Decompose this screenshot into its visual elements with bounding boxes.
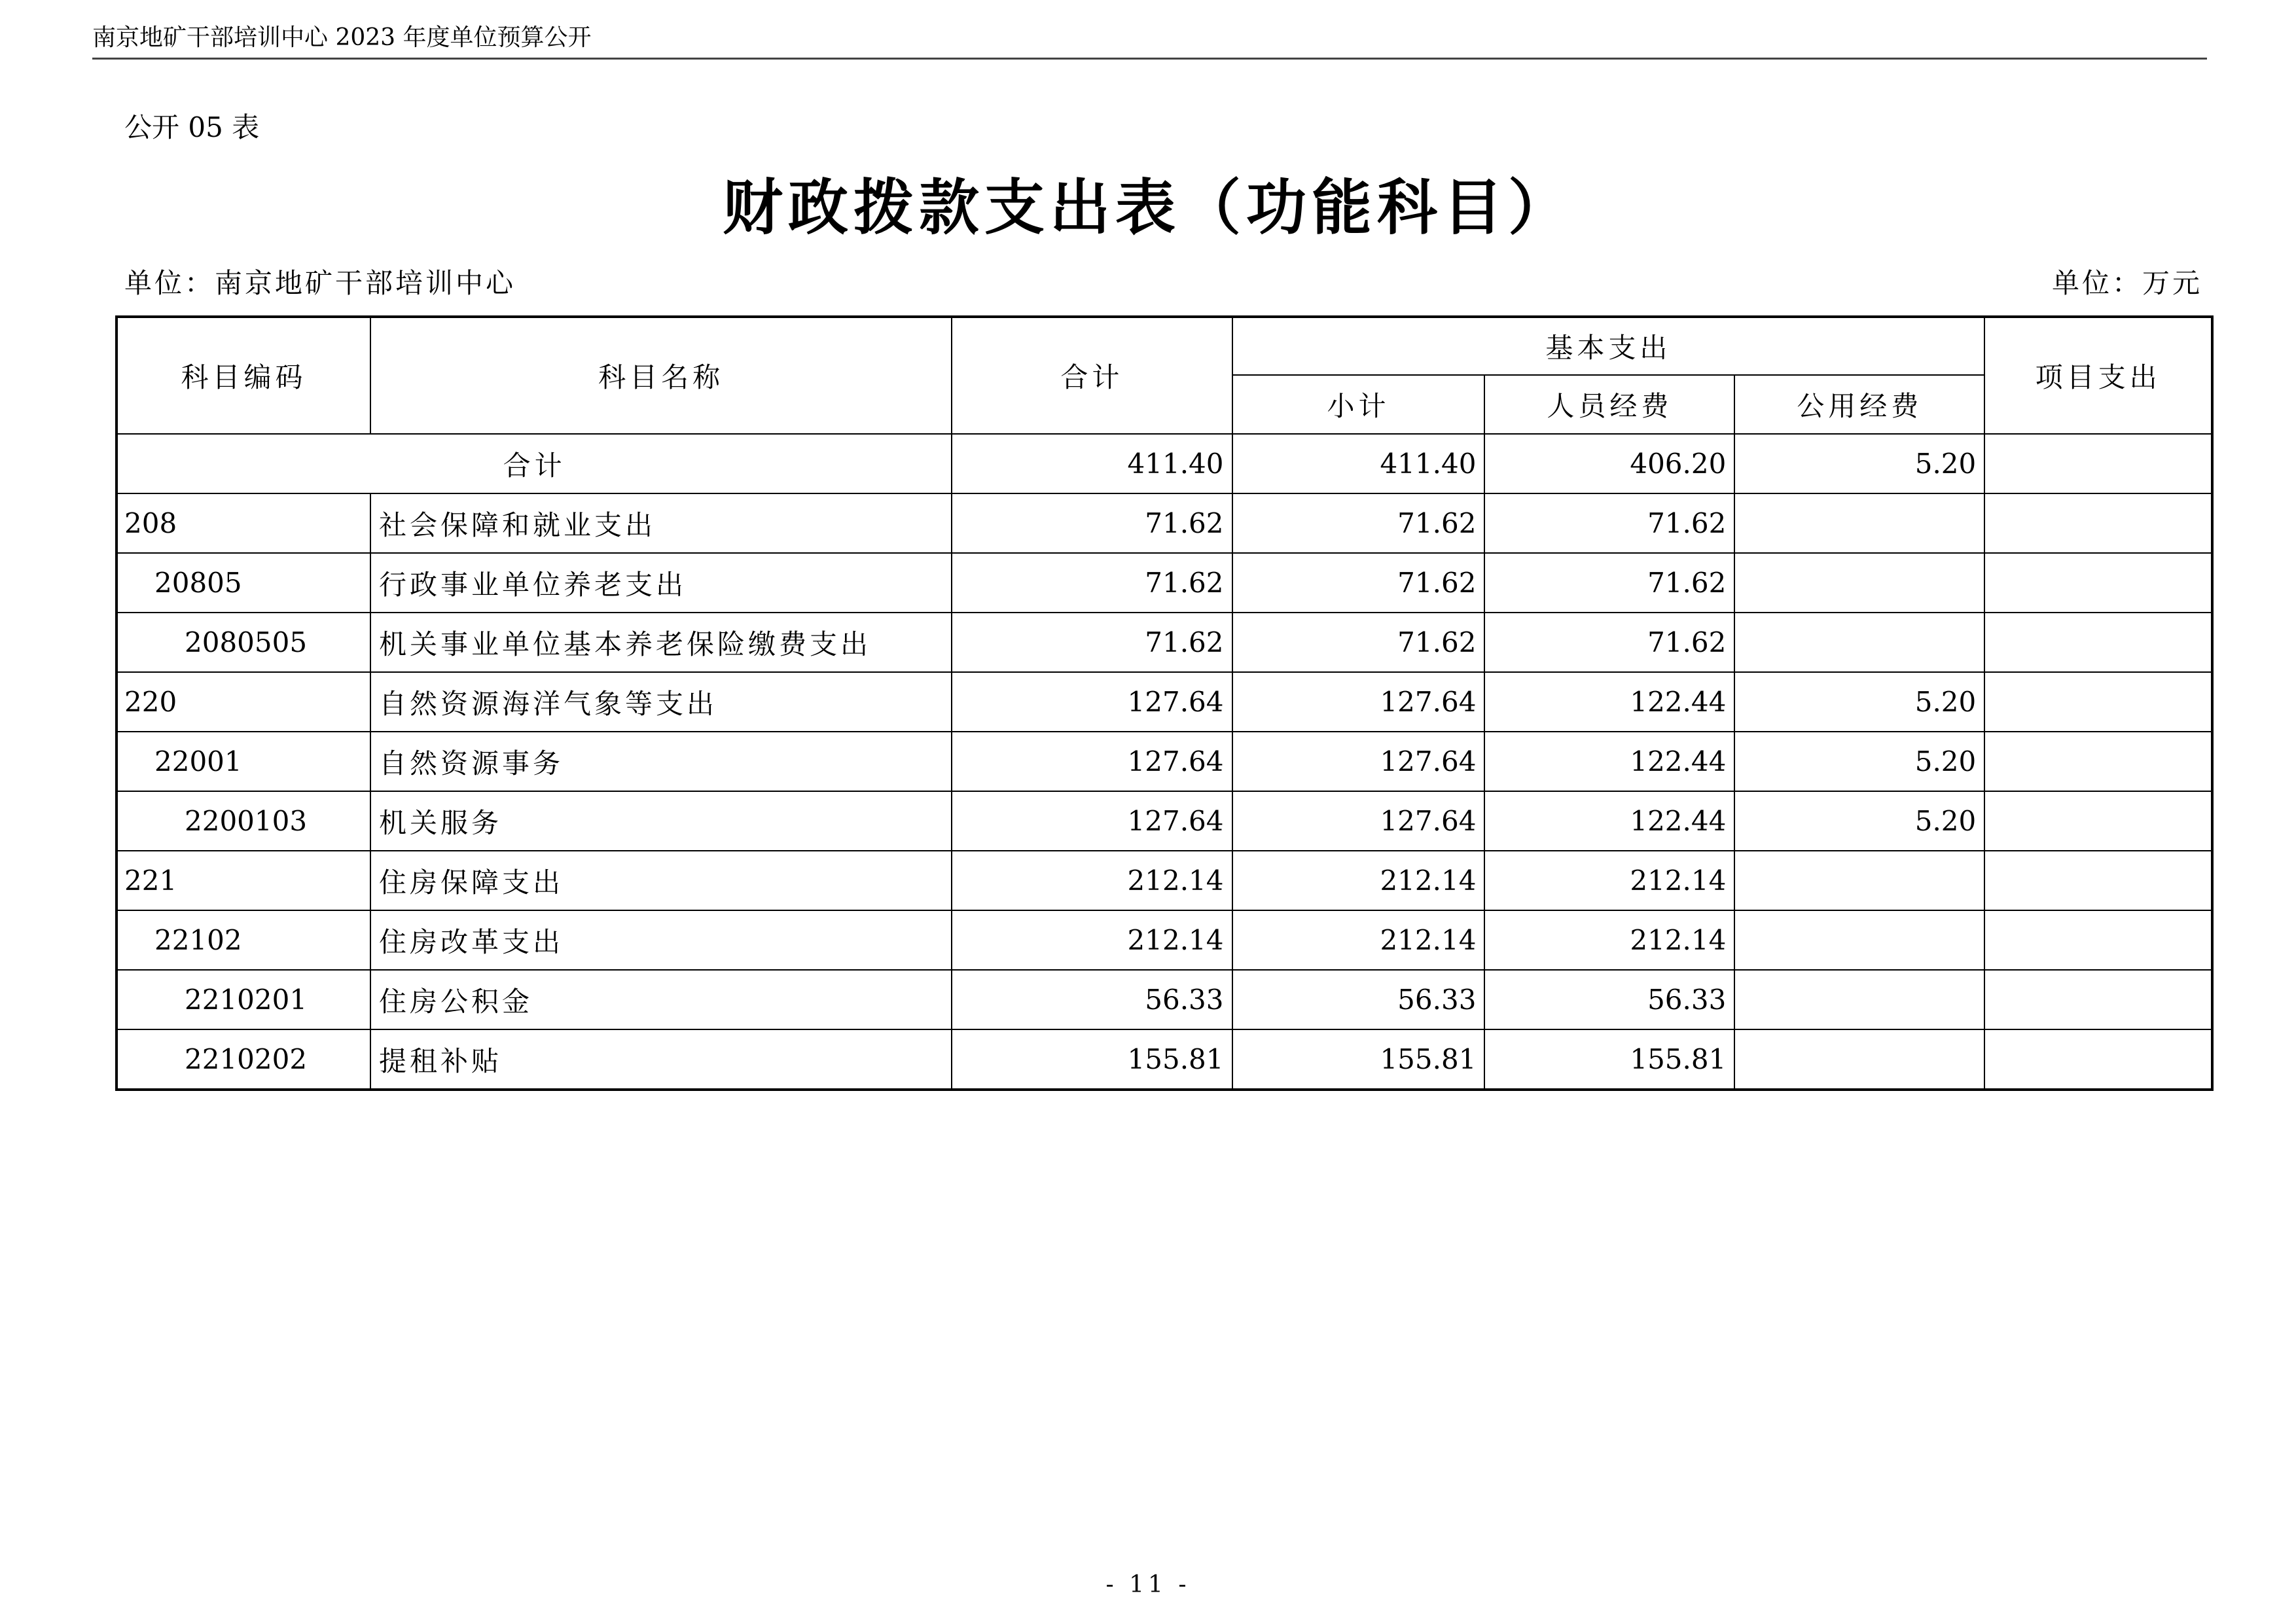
- cell-subtotal: 71.62: [1232, 493, 1485, 553]
- cell-project: [1984, 613, 2212, 672]
- table-number: 公开 05 表: [124, 111, 260, 143]
- table-row: [117, 732, 2212, 791]
- cell-name: 提租补贴: [370, 1029, 952, 1090]
- cell-total: 212.14: [952, 910, 1232, 970]
- cell-personnel: 212.14: [1484, 910, 1734, 970]
- total-cell-subtotal: 411.40: [1232, 434, 1485, 493]
- total-cell-project: [1984, 434, 2212, 493]
- cell-public: [1734, 613, 1984, 672]
- cell-personnel: 56.33: [1484, 970, 1734, 1029]
- cell-code: 220: [117, 672, 370, 732]
- total-cell-total: 411.40: [952, 434, 1232, 493]
- cell-code: 2210201: [117, 970, 370, 1029]
- cell-name: 住房保障支出: [370, 851, 952, 910]
- cell-name: 住房公积金: [370, 970, 952, 1029]
- cell-name: 机关事业单位基本养老保险缴费支出: [370, 613, 952, 672]
- table-row: [117, 553, 2212, 613]
- header-rule: [92, 58, 2207, 60]
- cell-subtotal: 71.62: [1232, 553, 1485, 613]
- cell-personnel: 212.14: [1484, 851, 1734, 910]
- cell-personnel: 155.81: [1484, 1029, 1734, 1090]
- cell-project: [1984, 910, 2212, 970]
- cell-project: [1984, 493, 2212, 553]
- col-header-personnel: 人员经费: [1484, 375, 1734, 434]
- cell-code: 20805: [117, 553, 370, 613]
- cell-code: 221: [117, 851, 370, 910]
- table-row: [117, 791, 2212, 851]
- col-header-code: 科目编码: [117, 317, 370, 434]
- col-header-project: 项目支出: [1984, 317, 2212, 434]
- cell-project: [1984, 970, 2212, 1029]
- cell-personnel: 122.44: [1484, 732, 1734, 791]
- cell-project: [1984, 791, 2212, 851]
- cell-code: 22001: [117, 732, 370, 791]
- table-header-row: [117, 317, 2212, 375]
- cell-subtotal: 212.14: [1232, 851, 1485, 910]
- col-header-name: 科目名称: [370, 317, 952, 434]
- page-number: - 11 -: [1105, 1571, 1191, 1598]
- cell-name: 自然资源事务: [370, 732, 952, 791]
- cell-name: 行政事业单位养老支出: [370, 553, 952, 613]
- cell-subtotal: 127.64: [1232, 672, 1485, 732]
- cell-code: 208: [117, 493, 370, 553]
- table-row: [117, 851, 2212, 910]
- cell-project: [1984, 732, 2212, 791]
- cell-total: 71.62: [952, 553, 1232, 613]
- expenditure-table: [115, 315, 2214, 1091]
- cell-public: [1734, 970, 1984, 1029]
- cell-personnel: 122.44: [1484, 791, 1734, 851]
- cell-subtotal: 127.64: [1232, 732, 1485, 791]
- table-row: [117, 1029, 2212, 1090]
- table-row: [117, 672, 2212, 732]
- table-row: [117, 970, 2212, 1029]
- cell-subtotal: 127.64: [1232, 791, 1485, 851]
- cell-subtotal: 56.33: [1232, 970, 1485, 1029]
- cell-project: [1984, 851, 2212, 910]
- cell-public: [1734, 493, 1984, 553]
- col-header-public: 公用经费: [1734, 375, 1984, 434]
- cell-code: 22102: [117, 910, 370, 970]
- cell-total: 127.64: [952, 791, 1232, 851]
- table-row: [117, 493, 2212, 553]
- cell-total: 127.64: [952, 672, 1232, 732]
- cell-public: [1734, 1029, 1984, 1090]
- cell-personnel: 71.62: [1484, 613, 1734, 672]
- cell-public: 5.20: [1734, 732, 1984, 791]
- cell-subtotal: 212.14: [1232, 910, 1485, 970]
- cell-subtotal: 155.81: [1232, 1029, 1485, 1090]
- cell-personnel: 71.62: [1484, 493, 1734, 553]
- cell-code: 2080505: [117, 613, 370, 672]
- page-title: 财政拨款支出表（功能科目）: [722, 173, 1573, 243]
- cell-code: 2210202: [117, 1029, 370, 1090]
- cell-public: 5.20: [1734, 791, 1984, 851]
- cell-name: 机关服务: [370, 791, 952, 851]
- cell-name: 住房改革支出: [370, 910, 952, 970]
- table-row: [117, 910, 2212, 970]
- cell-total: 212.14: [952, 851, 1232, 910]
- cell-project: [1984, 1029, 2212, 1090]
- cell-total: 127.64: [952, 732, 1232, 791]
- cell-public: [1734, 553, 1984, 613]
- cell-public: 5.20: [1734, 672, 1984, 732]
- cell-name: 自然资源海洋气象等支出: [370, 672, 952, 732]
- total-cell-personnel: 406.20: [1484, 434, 1734, 493]
- cell-total: 71.62: [952, 613, 1232, 672]
- total-row: [117, 434, 2212, 493]
- table-row: [117, 613, 2212, 672]
- col-header-basic: 基本支出: [1232, 317, 1985, 375]
- cell-total: 56.33: [952, 970, 1232, 1029]
- cell-total: 155.81: [952, 1029, 1232, 1090]
- total-label: 合计: [117, 434, 952, 493]
- total-cell-public: 5.20: [1734, 434, 1984, 493]
- cell-project: [1984, 553, 2212, 613]
- cell-personnel: 122.44: [1484, 672, 1734, 732]
- cell-total: 71.62: [952, 493, 1232, 553]
- cell-public: [1734, 910, 1984, 970]
- cell-code: 2200103: [117, 791, 370, 851]
- col-header-subtotal: 小计: [1232, 375, 1485, 434]
- cell-project: [1984, 672, 2212, 732]
- cell-name: 社会保障和就业支出: [370, 493, 952, 553]
- unit-organization: 单位：南京地矿干部培训中心: [124, 267, 516, 299]
- unit-currency: 单位：万元: [2051, 267, 2202, 299]
- col-header-total: 合计: [952, 317, 1232, 434]
- cell-personnel: 71.62: [1484, 553, 1734, 613]
- cell-public: [1734, 851, 1984, 910]
- running-header: 南京地矿干部培训中心 2023 年度单位预算公开: [92, 24, 592, 51]
- cell-subtotal: 71.62: [1232, 613, 1485, 672]
